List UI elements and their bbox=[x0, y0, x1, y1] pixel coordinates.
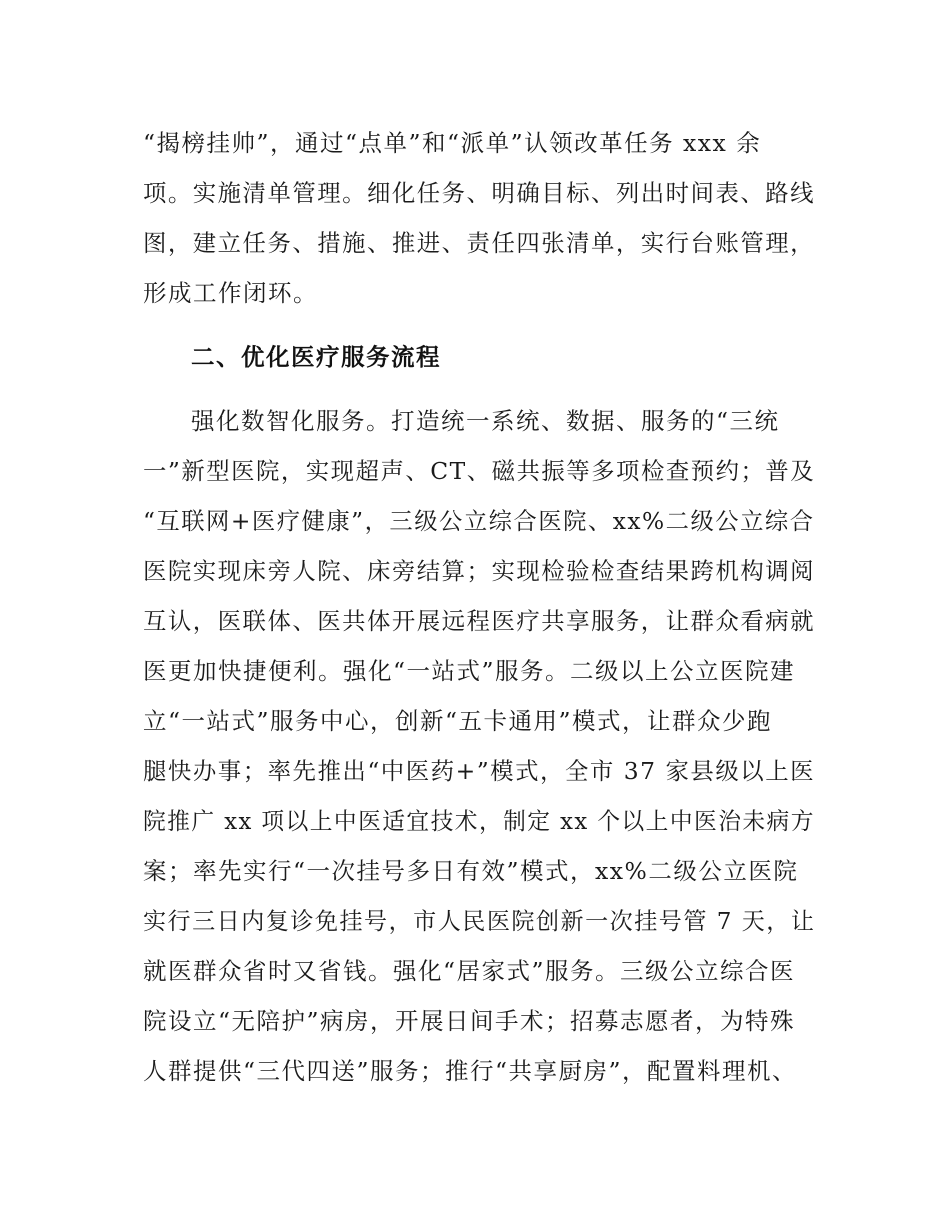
body-text-line: 一”新型医院，实现超声、CT、磁共振等多项检查预约；普及 bbox=[143, 457, 816, 485]
body-text-line: 案；率先实行“一次挂号多日有效”模式，xx%二级公立医院 bbox=[143, 857, 799, 885]
body-text-line: 医更加快捷便利。强化“一站式”服务。二级以上公立医院建 bbox=[143, 657, 796, 685]
body-text-line: 互认，医联体、医共体开展远程医疗共享服务，让群众看病就 bbox=[143, 607, 815, 635]
body-text-line: 形成工作闭环。 bbox=[143, 279, 318, 307]
body-text-line: “揭榜挂帅”，通过“点单”和“派单”认领改革任务 xxx 余 bbox=[143, 129, 762, 157]
body-text-line: 院设立“无陪护”病房，开展日间手术；招募志愿者，为特殊 bbox=[143, 1007, 796, 1035]
section-heading: 二、优化医疗服务流程 bbox=[191, 343, 441, 371]
body-text-line: 人群提供“三代四送”服务；推行“共享厨房”，配置料理机、 bbox=[143, 1057, 798, 1085]
body-text-line: 实行三日内复诊免挂号，市人民医院创新一次挂号管 7 天，让 bbox=[143, 907, 816, 935]
body-text-line: 医院实现床旁人院、床旁结算；实现检验检查结果跨机构调阅 bbox=[143, 557, 815, 585]
body-text-line: 院推广 xx 项以上中医适宜技术，制定 xx 个以上中医治未病方 bbox=[143, 807, 815, 835]
body-text-line: 项。实施清单管理。细化任务、明确目标、列出时间表、路线 bbox=[143, 179, 815, 207]
body-text-line: 强化数智化服务。打造统一系统、数据、服务的“三统 bbox=[191, 407, 780, 435]
body-text-line: 腿快办事；率先推出“中医药+”模式，全市 37 家县级以上医 bbox=[143, 757, 816, 785]
body-text-line: 立“一站式”服务中心，创新“五卡通用”模式，让群众少跑 bbox=[143, 707, 773, 735]
body-text-line: 就医群众省时又省钱。强化“居家式”服务。三级公立综合医 bbox=[143, 957, 796, 985]
body-text-line: “互联网+医疗健康”，三级公立综合医院、xx%二级公立综合 bbox=[143, 507, 815, 535]
body-text-line: 图，建立任务、措施、推进、责任四张清单，实行台账管理， bbox=[143, 229, 815, 257]
